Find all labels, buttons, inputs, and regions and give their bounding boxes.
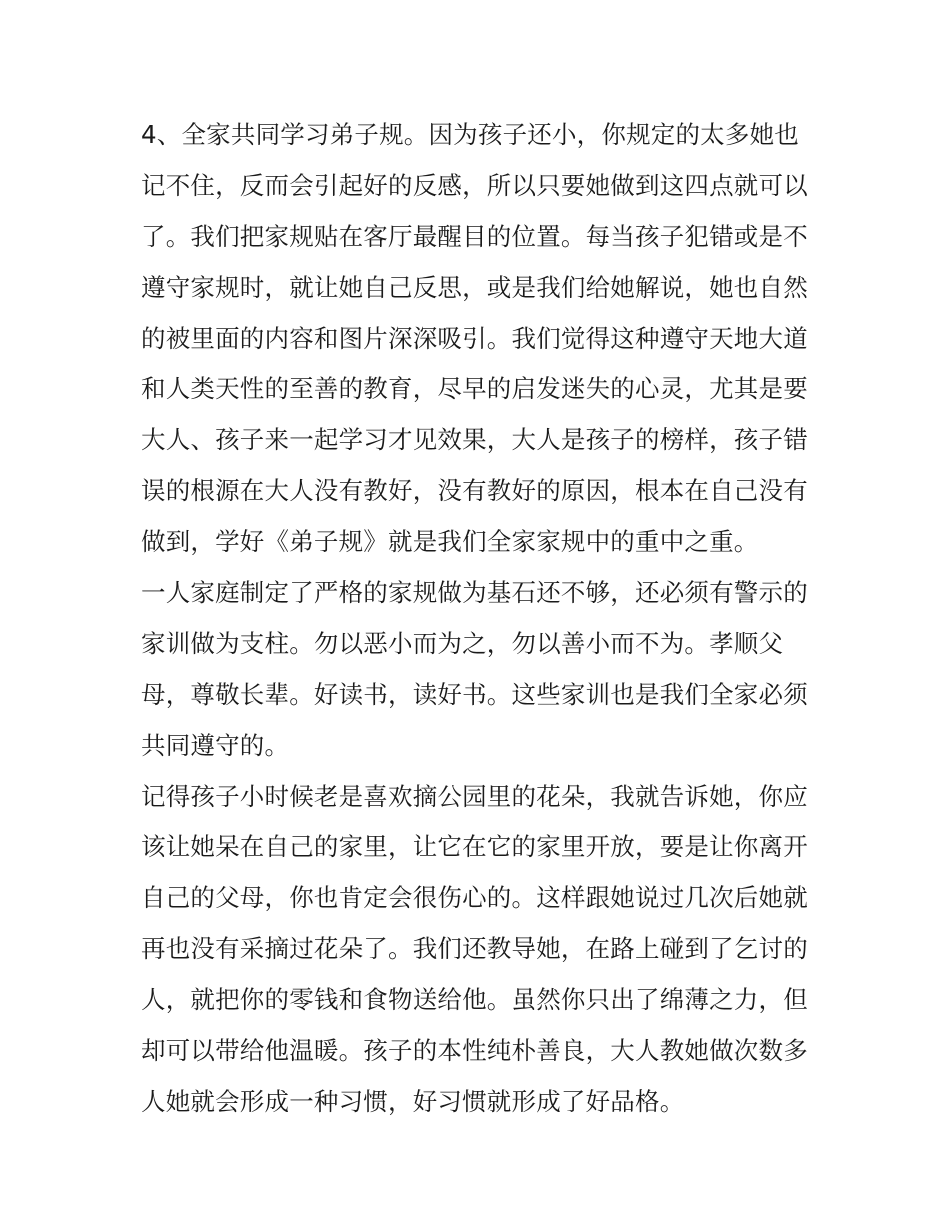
text-line: 遵守家规时，就让她自己反思，或是我们给她解说，她也自然 [141,272,808,302]
paragraph-1 [141,110,816,568]
text-line: 了。我们把家规贴在客厅最醒目的位置。每当孩子犯错或是不 [141,221,808,251]
text-line: 自己的父母，你也肯定会很伤心的。这样跟她说过几次后她就 [141,883,808,913]
text-line: 做到，学好《弟子规》就是我们全家家规中的重中之重。 [141,527,759,557]
text-line: 人她就会形成一种习惯，好习惯就形成了好品格。 [141,1086,685,1116]
text-line: 人，就把你的零钱和食物送给他。虽然你只出了绵薄之力，但 [141,985,808,1015]
text-line: 的被里面的内容和图片深深吸引。我们觉得这种遵守天地大道 [141,323,808,353]
paragraph-3 [141,772,816,1128]
document-body [141,110,816,1128]
text-line: 误的根源在大人没有教好，没有教好的原因，根本在自己没有 [141,476,808,506]
text-line: 家训做为支柱。勿以恶小而为之，勿以善小而不为。孝顺父 [141,628,784,658]
text-line: 和人类天性的至善的教育，尽早的启发迷失的心灵，尤其是要 [141,374,808,404]
text-line: 共同遵守的。 [141,730,290,760]
paragraph-2 [141,568,816,772]
text-line: 记得孩子小时候老是喜欢摘公园里的花朵，我就告诉她，你应 [141,781,808,811]
text-line: 却可以带给他温暖。孩子的本性纯朴善良，大人教她做次数多 [141,1036,808,1066]
text-line: 该让她呆在自己的家里，让它在它的家里开放，要是让你离开 [141,832,808,862]
text-line: 一人家庭制定了严格的家规做为基石还不够，还必须有警示的 [141,578,808,608]
text-line: 再也没有采摘过花朵了。我们还教导她，在路上碰到了乞讨的 [141,934,808,964]
text-line: 大人、孩子来一起学习才见效果，大人是孩子的榜样，孩子错 [141,425,808,455]
text-line: 4、全家共同学习弟子规。因为孩子还小，你规定的太多她也 [141,120,799,149]
text-line: 母，尊敬长辈。好读书，读好书。这些家训也是我们全家必须 [141,679,808,709]
text-line: 记不住，反而会引起好的反感，所以只要她做到这四点就可以 [141,170,808,200]
